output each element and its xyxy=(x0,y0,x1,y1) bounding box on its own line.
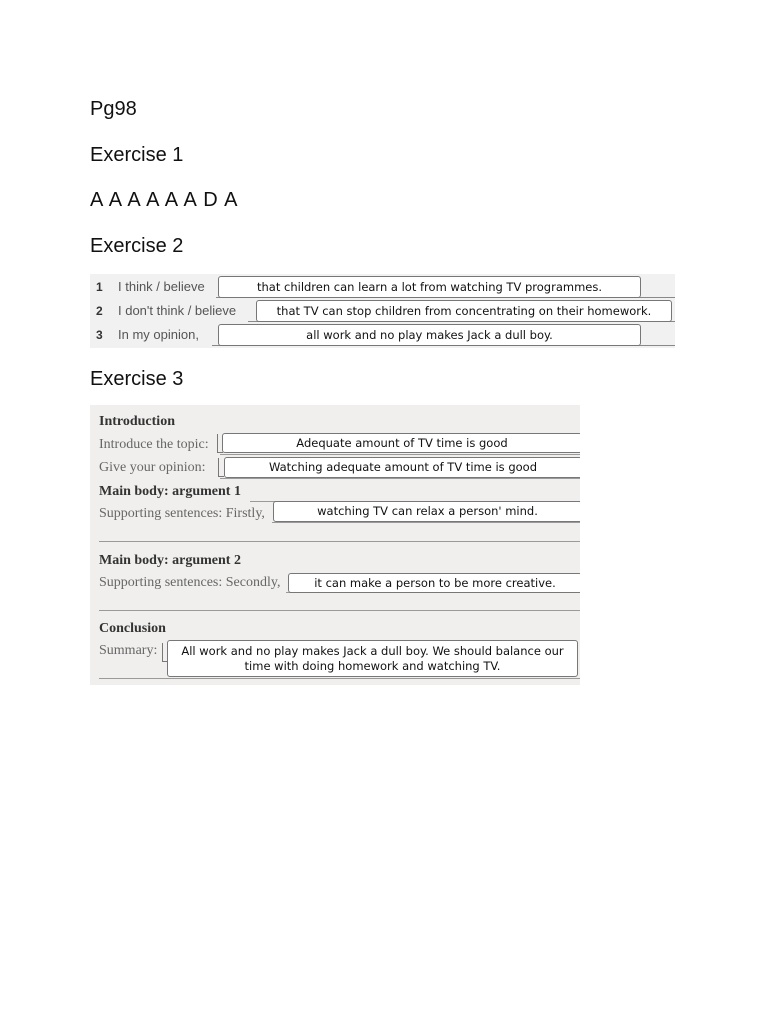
opinion-answer: Watching adequate amount of TV time is good xyxy=(224,457,580,478)
exercise2-image xyxy=(90,274,675,348)
opinion-label: Give your opinion: xyxy=(99,460,206,475)
item-prompt: I think / believe xyxy=(118,279,205,294)
answer-line xyxy=(272,522,580,523)
summary-answer-line-1: All work and no play makes Jack a dull boy. We should balance our xyxy=(181,644,564,658)
answer-box: that children can learn a lot from watching TV programmes. xyxy=(218,276,641,298)
exercise2-item xyxy=(90,324,675,348)
answer-line xyxy=(220,478,580,479)
page-label: Pg98 xyxy=(90,98,137,120)
summary-label: Summary: xyxy=(99,643,158,658)
answer-line xyxy=(99,541,580,542)
item-prompt: In my opinion, xyxy=(118,327,199,342)
argument1-answer: watching TV can relax a person' mind. xyxy=(273,501,580,522)
summary-answer xyxy=(167,640,578,677)
conclusion-heading: Conclusion xyxy=(99,621,166,636)
topic-answer: Adequate amount of TV time is good xyxy=(222,433,580,453)
item-number: 1 xyxy=(96,280,103,294)
argument2-heading: Main body: argument 2 xyxy=(99,553,241,568)
answer-line xyxy=(99,678,580,679)
argument2-answer: it can make a person to be more creative. xyxy=(288,573,580,593)
summary-answer-line-2: time with doing homework and watching TV. xyxy=(244,659,501,673)
item-prompt: I don't think / believe xyxy=(118,303,237,318)
argument2-label: Supporting sentences: Secondly, xyxy=(99,575,281,590)
item-number: 3 xyxy=(96,328,103,342)
exercise2-item xyxy=(90,276,675,300)
exercise1-answers: A A A A A A D A xyxy=(90,189,239,211)
answer-box: that TV can stop children from concentrating on their homework. xyxy=(256,300,672,322)
answer-box: all work and no play makes Jack a dull boy. xyxy=(218,324,641,346)
exercise2-item xyxy=(90,300,675,324)
item-number: 2 xyxy=(96,304,103,318)
answer-line xyxy=(99,610,580,611)
exercise1-title: Exercise 1 xyxy=(90,144,184,166)
exercise3-title: Exercise 3 xyxy=(90,368,184,390)
answer-line xyxy=(220,454,580,455)
exercise2-title: Exercise 2 xyxy=(90,235,184,257)
exercise3-image xyxy=(90,405,580,685)
topic-label: Introduce the topic: xyxy=(99,437,209,452)
argument1-heading: Main body: argument 1 xyxy=(99,484,241,499)
introduction-heading: Introduction xyxy=(99,414,175,429)
argument1-label: Supporting sentences: Firstly, xyxy=(99,506,265,521)
